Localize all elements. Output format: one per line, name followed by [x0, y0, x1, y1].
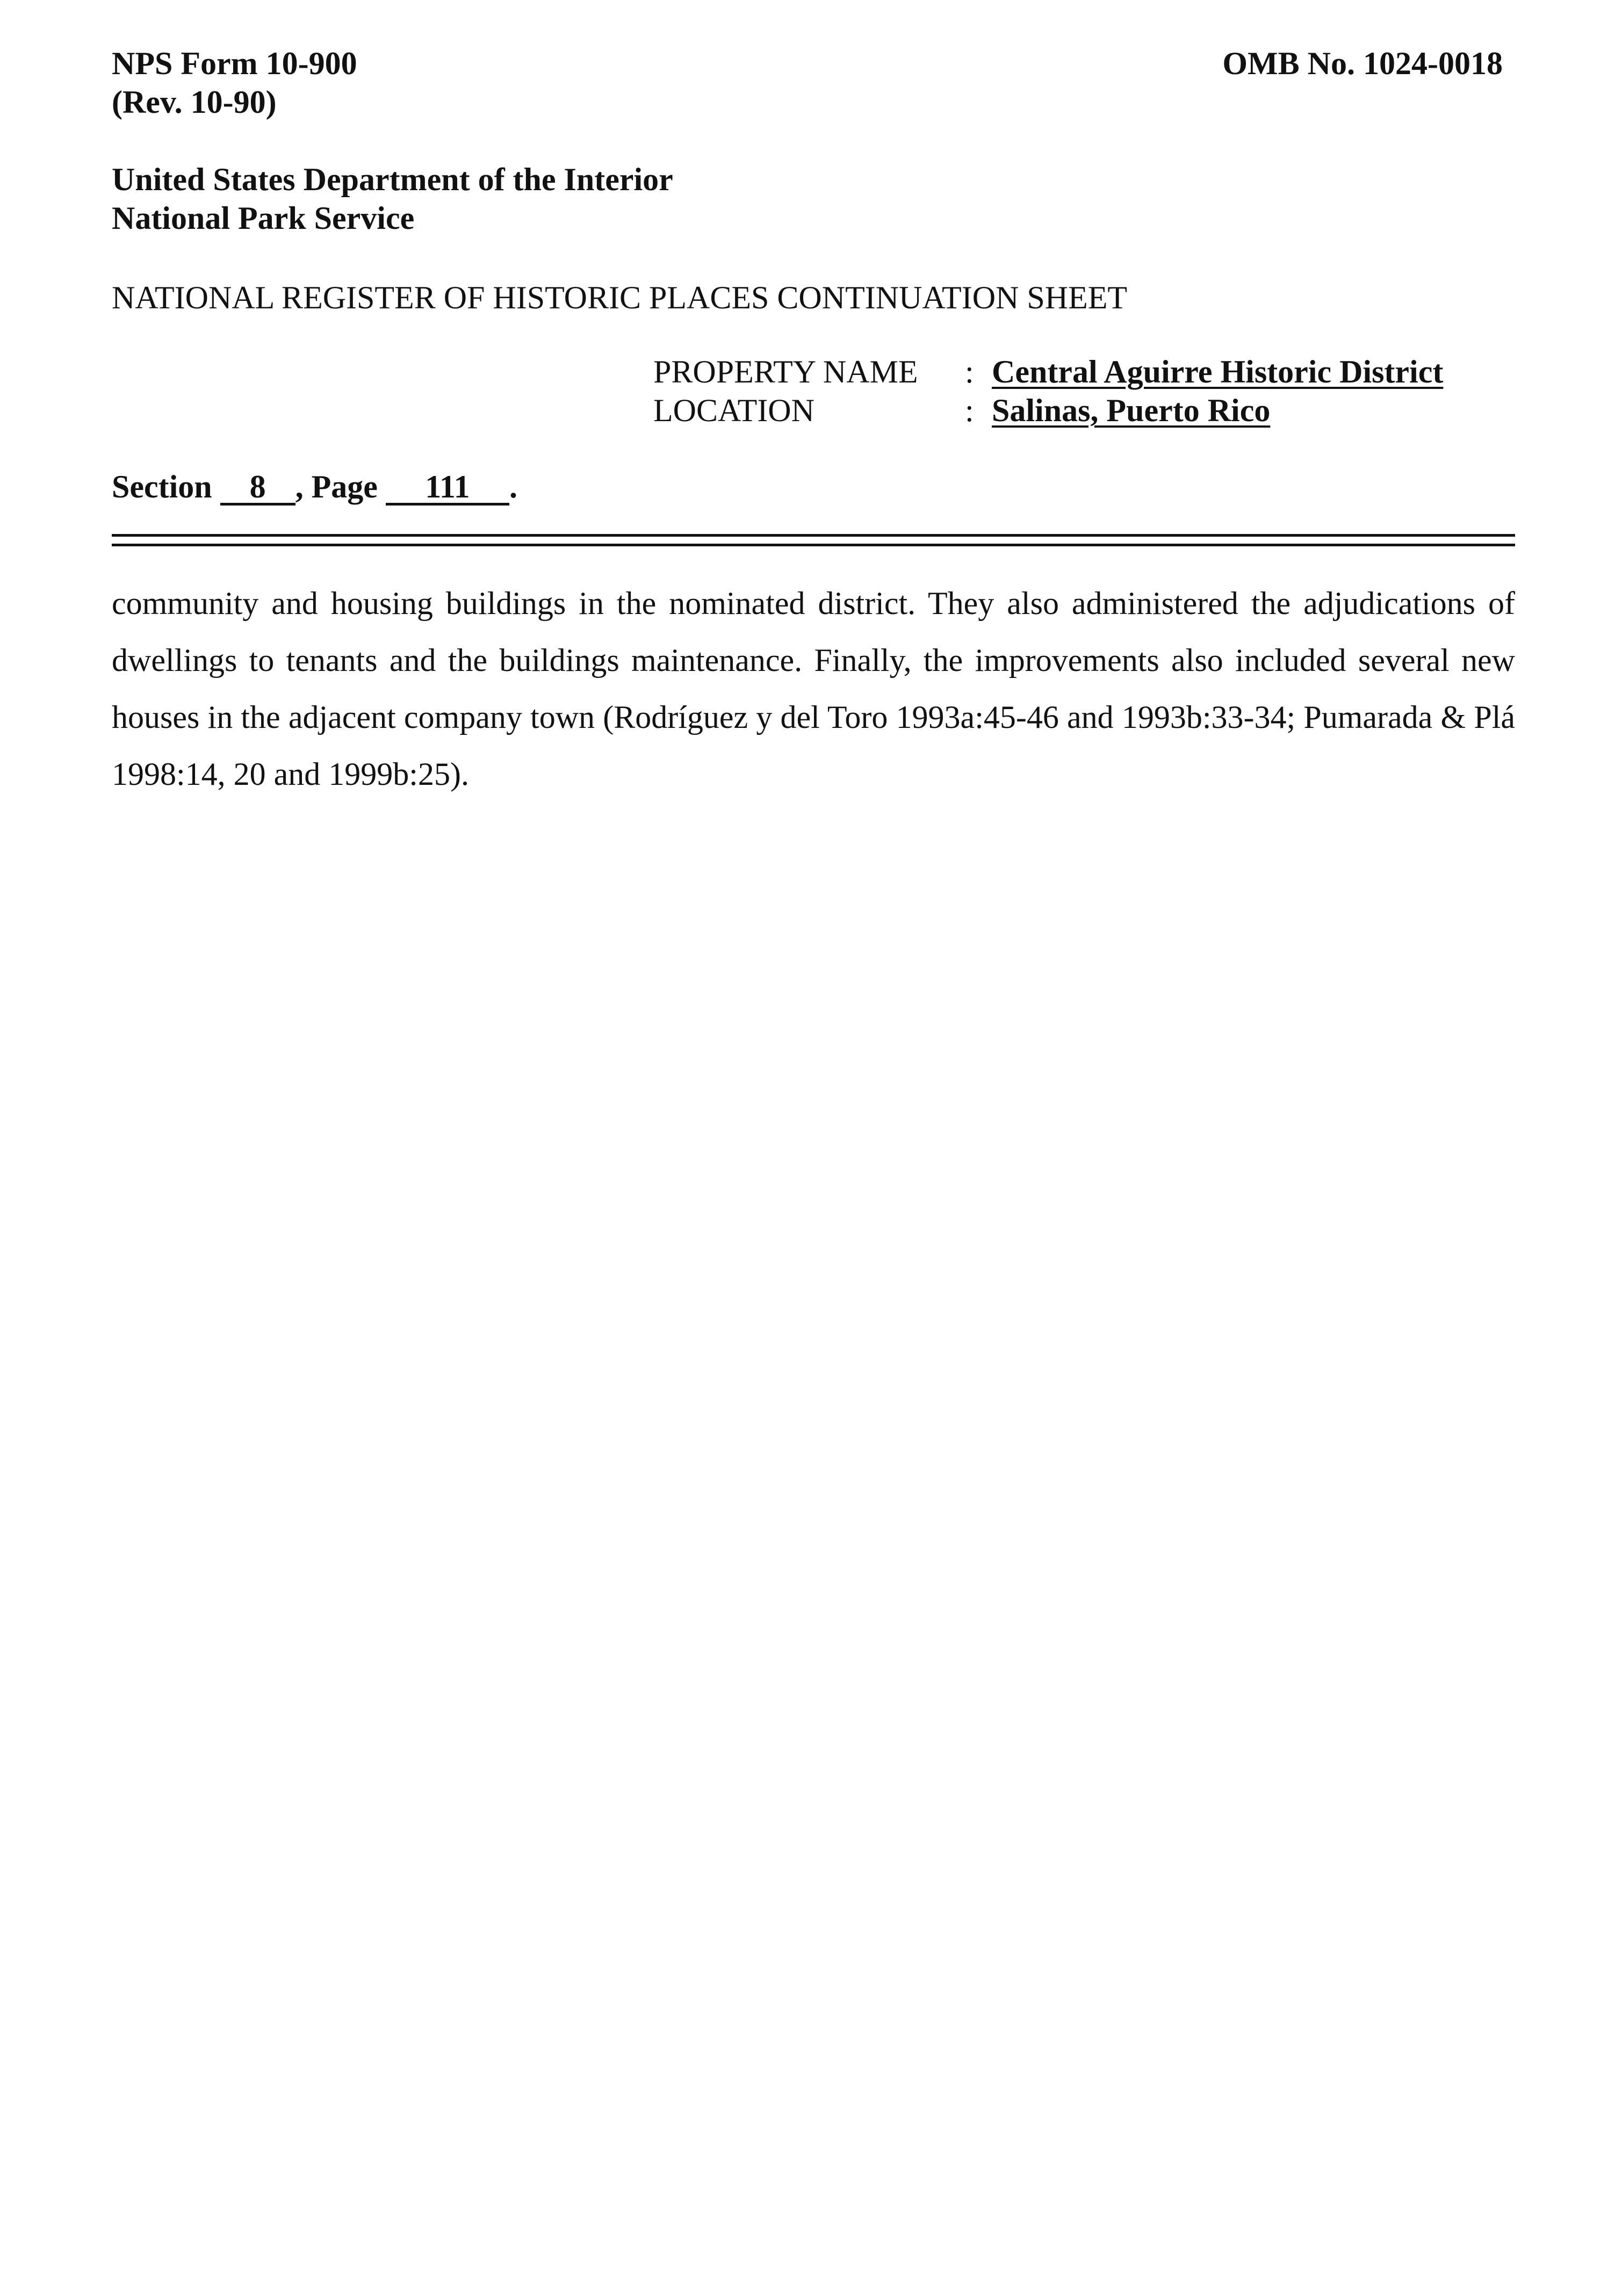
divider-rule-top — [112, 534, 1515, 537]
property-name-separator: : — [965, 354, 974, 389]
page-label: , Page — [295, 469, 378, 504]
section-label: Section — [112, 469, 212, 504]
page-number: 111 — [386, 471, 509, 506]
location-value: Salinas, Puerto Rico — [992, 393, 1271, 428]
form-number: NPS Form 10-900 — [112, 46, 357, 81]
location-row — [653, 391, 1443, 430]
section-terminator: . — [509, 469, 517, 504]
section-page-line — [112, 467, 517, 506]
agency-block — [112, 160, 673, 237]
body-paragraph: community and housing buildings in the nominated district. They also administered the adjudications of dwellings to tenants and the buildings maintenance. Finally, the improvements also included several new houses in the adjacent company town (Rodríguez y del Toro 1993a:45-46 and 1993b:33-34; Pumarada & Plá 1998:14, 20 and 1999b:25). — [112, 586, 1515, 792]
form-revision: (Rev. 10-90) — [112, 84, 277, 120]
location-separator: : — [965, 393, 974, 428]
form-identifier — [112, 44, 357, 121]
property-name-value: Central Aguirre Historic District — [992, 354, 1444, 389]
service-name: National Park Service — [112, 200, 415, 236]
divider-rule-bottom — [112, 544, 1515, 546]
register-title: NATIONAL REGISTER OF HISTORIC PLACES CONTINUATION SHEET — [112, 280, 1127, 315]
department-name: United States Department of the Interior — [112, 162, 673, 197]
section-number: 8 — [220, 471, 295, 506]
omb-number: OMB No. 1024-0018 — [1222, 46, 1503, 81]
property-name-label: PROPERTY NAME — [653, 354, 918, 389]
property-block — [653, 352, 1443, 430]
location-label: LOCATION — [653, 393, 814, 428]
property-name-row — [653, 352, 1443, 391]
